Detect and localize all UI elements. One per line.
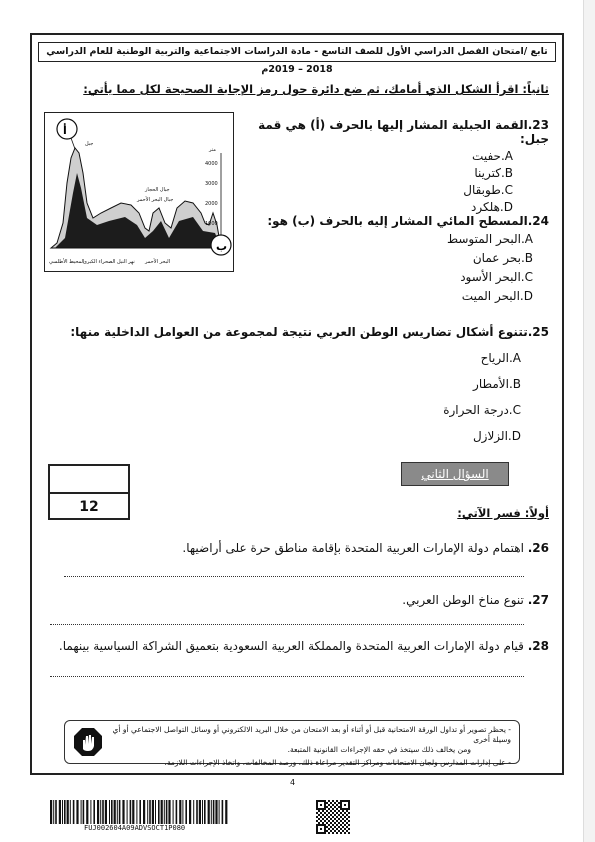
label-a: أ bbox=[63, 124, 67, 137]
q24-option-a[interactable]: A.البحر المتوسط bbox=[446, 232, 533, 246]
relief-profile-svg bbox=[45, 113, 232, 270]
q25-option-c[interactable]: C.درجة الحرارة bbox=[443, 403, 521, 417]
peak-label: جبل bbox=[85, 141, 94, 147]
q25-option-d[interactable]: D.الزلازل bbox=[472, 429, 521, 443]
question-26 bbox=[49, 541, 549, 555]
question-27 bbox=[49, 593, 549, 607]
label-a-circle bbox=[57, 119, 77, 139]
q26-text: اهتمام دولة الإمارات العربية المتحدة بإقامة مناطق حرة على أراضيها. bbox=[182, 541, 524, 555]
notice-line-3: - على إدارات المدارس ولجان الامتحانات ومراكز التقدير مراعاة ذلك، ورصد المخالفات، واتخاذ الإجراءات اللازمة. bbox=[164, 758, 511, 767]
q24-option-b[interactable]: B.بحر عمان bbox=[472, 251, 533, 265]
part1-title: أولاً: فسر الآتي: bbox=[457, 506, 549, 520]
scale-tick-3000: 3000 bbox=[205, 181, 218, 187]
hijaz-mountains-label: جبال الحجاز bbox=[145, 187, 170, 193]
q24-number: 24. bbox=[527, 214, 549, 228]
bottom-label-sahara: الصحراء الكبرى bbox=[83, 259, 116, 265]
q23-option-d[interactable]: D.هلكرد bbox=[471, 200, 513, 214]
q23-option-c[interactable]: C.طوبقال bbox=[463, 183, 513, 197]
notice-box bbox=[64, 720, 520, 767]
q23-option-b[interactable]: B.كترينا bbox=[474, 166, 513, 180]
notice-line-2: ومن يخالف ذلك سيتخذ في حقه الإجراءات القانونية المتبعة. bbox=[287, 745, 471, 754]
stop-hand-icon bbox=[73, 727, 103, 757]
scale-tick-4000: 4000 bbox=[205, 161, 218, 167]
meter-label: متر bbox=[209, 147, 216, 153]
score-box-blank bbox=[50, 466, 128, 494]
q27-number: 27. bbox=[527, 593, 549, 607]
barcode bbox=[50, 800, 230, 824]
qr-code bbox=[316, 800, 350, 834]
relief-figure bbox=[44, 112, 234, 272]
question-28 bbox=[49, 639, 549, 653]
q25-number: 25. bbox=[527, 325, 549, 339]
q23-text: القمة الجبلية المشار إليها بالحرف (أ) هي قمة جبل: bbox=[258, 118, 549, 146]
q23-number: 23. bbox=[527, 118, 549, 132]
q26-answer-line[interactable] bbox=[64, 576, 524, 577]
q24-option-c[interactable]: C.البحر الأسود bbox=[460, 270, 533, 284]
scale-tick-2000: 2000 bbox=[205, 201, 218, 207]
bottom-label-nile: نهر النيل bbox=[117, 259, 135, 265]
q25-option-a[interactable]: A.الرياح bbox=[480, 351, 521, 365]
q23-option-a[interactable]: A.حفيت bbox=[472, 149, 513, 163]
bottom-label-atlantic: المحيط الأطلسي bbox=[49, 259, 85, 265]
q25-text: تتنوع أشكال تضاريس الوطن العربي نتيجة لمجموعة من العوامل الداخلية منها: bbox=[70, 325, 528, 339]
bottom-label-redsea: البحر الأحمر bbox=[145, 259, 170, 265]
question-23 bbox=[249, 118, 549, 216]
q25-option-b[interactable]: B.الأمطار bbox=[473, 377, 521, 391]
q24-text: المسطح المائي المشار إليه بالحرف (ب) هو: bbox=[267, 214, 528, 228]
scale-tick-1000: 1000 bbox=[205, 221, 218, 227]
scan-edge-strip bbox=[583, 0, 595, 842]
q24-option-d[interactable]: D.البحر الميت bbox=[461, 289, 533, 303]
q28-number: 28. bbox=[527, 639, 549, 653]
q26-number: 26. bbox=[527, 541, 549, 555]
section-instruction: ثانياً: اقرأ الشكل الذي أمامك، ثم ضع دائرة حول رمز الإجابة الصحيحة لكل مما يأتي: bbox=[83, 82, 549, 96]
label-b: ب bbox=[216, 240, 228, 253]
barcode-text: FUJ002604A09ADVSOCT1P080 bbox=[84, 824, 186, 832]
question2-title: السؤال الثاني bbox=[401, 462, 509, 486]
q27-text: تنوع مناخ الوطن العربي. bbox=[402, 593, 524, 607]
score-box bbox=[48, 464, 130, 520]
exam-header: تابع /امتحان الفصل الدراسي الأول للصف التاسع - مادة الدراسات الاجتماعية والتربية الوطنية للعام الدراسي 2018 – 2019م bbox=[38, 42, 556, 62]
notice-line-1: - يحظر تصوير أو تداول الورقة الامتحانية قبل أو أثناء أو بعد الامتحان من خلال البريد الالكتروني أو وسائل التواصل الاجتماعي أو أي وسيلة أخرى bbox=[112, 725, 511, 744]
q28-answer-line[interactable] bbox=[50, 676, 524, 677]
q28-text: قيام دولة الإمارات العربية المتحدة والمملكة العربية السعودية بتعميق الشراكة السياسية بينهما. bbox=[58, 639, 524, 653]
page-number: 4 bbox=[290, 778, 296, 787]
question-24 bbox=[249, 214, 549, 306]
redsea-mountains-label: جبال البحر الأحمر bbox=[137, 197, 174, 203]
question-25 bbox=[49, 325, 549, 449]
score-value: 12 bbox=[79, 499, 99, 515]
q27-answer-line[interactable] bbox=[50, 624, 524, 625]
